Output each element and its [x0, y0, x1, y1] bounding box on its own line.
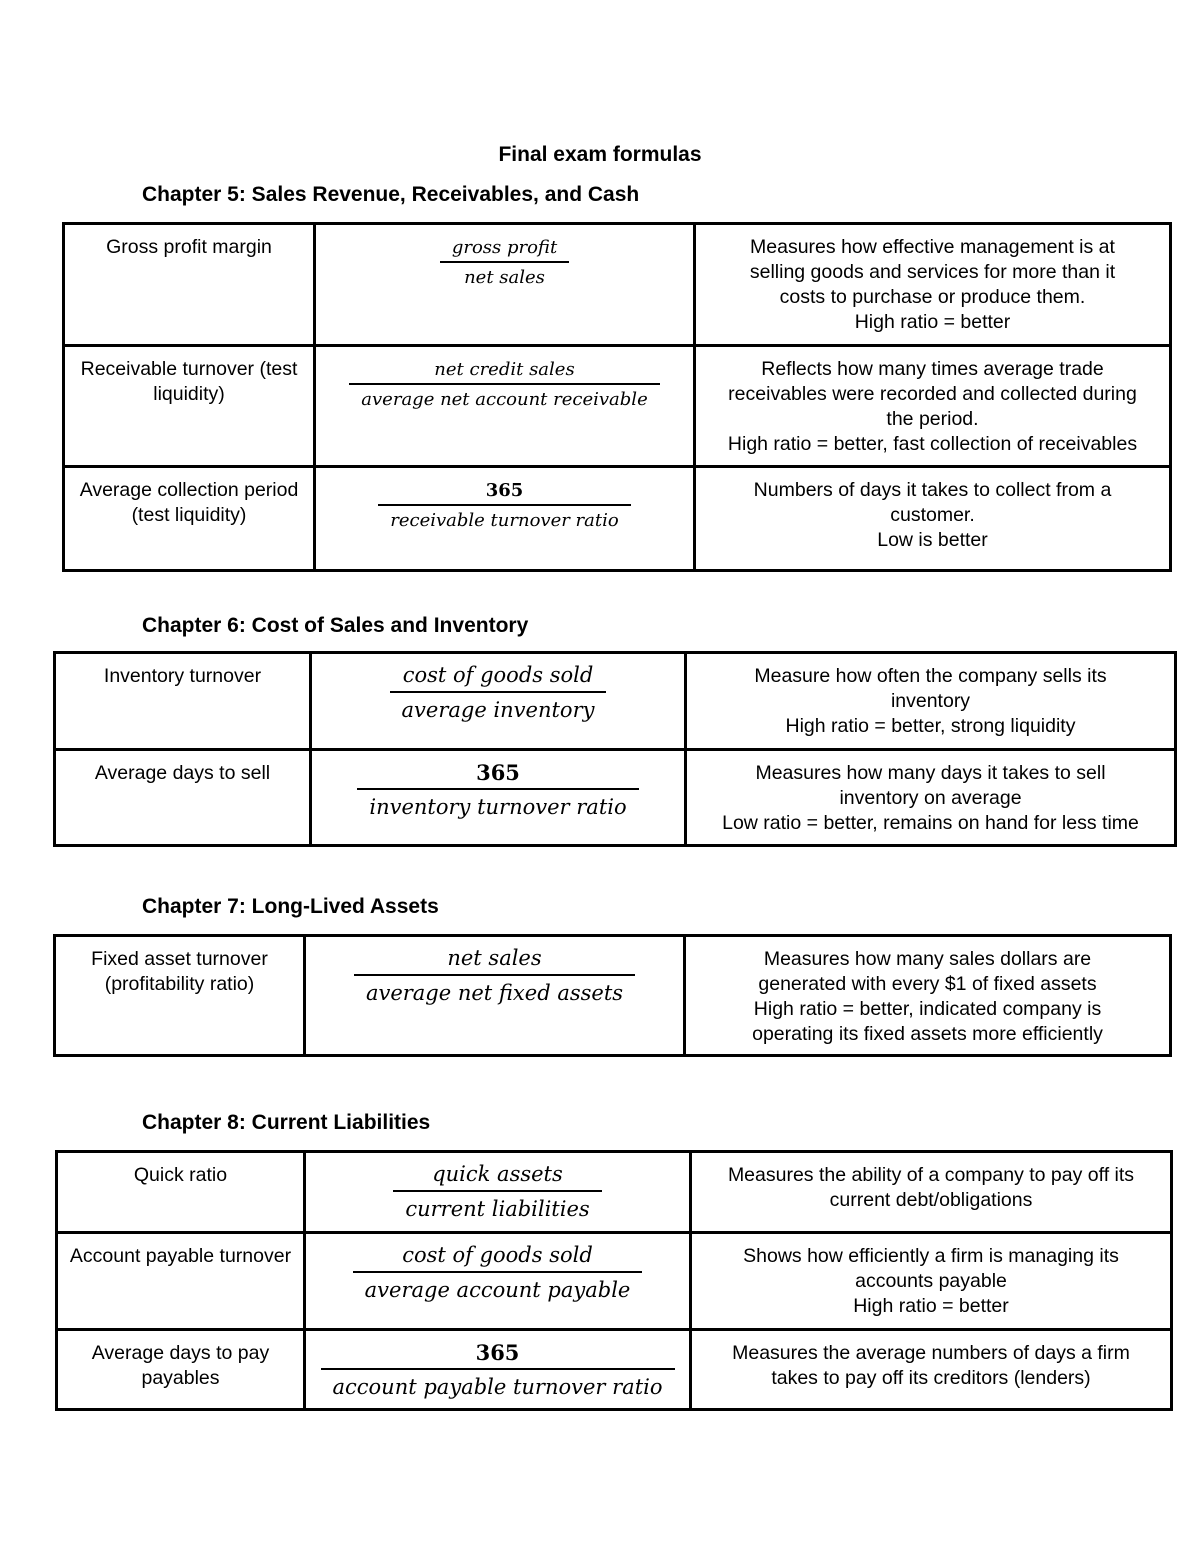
formula-name: Average days to sell [55, 750, 311, 846]
formula-cell [315, 224, 695, 346]
formula-name: Fixed asset turnover (profitability ratio) [55, 936, 305, 1056]
description-line: generated with every $1 of fixed assets [758, 973, 1097, 995]
formula-denominator: account payable turnover ratio [321, 1368, 675, 1401]
formula-name: Account payable turnover [57, 1233, 305, 1330]
formula-description [695, 467, 1171, 571]
formula-cell [305, 936, 685, 1056]
formula-denominator: average account payable [353, 1271, 643, 1304]
description-line: High ratio = better, indicated company is [753, 998, 1102, 1020]
table-row [57, 1152, 1172, 1233]
formula-name: Quick ratio [57, 1152, 305, 1233]
formula-numerator: 365 [485, 480, 524, 501]
formula-cell [305, 1152, 691, 1233]
description-line: inventory [890, 690, 971, 712]
formula-numerator: net credit sales [434, 359, 575, 380]
chapter-8-table [55, 1150, 1173, 1411]
formula-cell [311, 653, 686, 750]
description-line: High ratio = better [853, 1295, 1009, 1317]
chapter-6-heading: Chapter 6: Cost of Sales and Inventory [142, 614, 529, 637]
table-row [64, 346, 1171, 467]
description-line: receivables were recorded and collected during [728, 383, 1137, 405]
formula-fraction [378, 480, 630, 532]
formula-description [685, 936, 1171, 1056]
formula-description [691, 1233, 1172, 1330]
formula-numerator: 365 [475, 1340, 520, 1365]
formula-fraction [321, 1339, 675, 1401]
description-line: Reflects how many times average trade [761, 358, 1104, 380]
description-line: current debt/obligations [829, 1189, 1033, 1211]
formula-numerator: cost of goods sold [402, 663, 594, 687]
table-row [64, 467, 1171, 571]
description-line: Measures how effective management is at [750, 236, 1115, 258]
formula-name: Gross profit margin [64, 224, 315, 346]
formula-numerator: net sales [447, 946, 542, 970]
description-line: Measures the ability of a company to pay off its [727, 1164, 1135, 1186]
formula-denominator: receivable turnover ratio [378, 504, 630, 532]
description-line: Measure how often the company sells its [754, 665, 1107, 687]
formula-name: Inventory turnover [55, 653, 311, 750]
formula-description [691, 1330, 1172, 1410]
description-line: Measures the average numbers of days a firm [732, 1342, 1130, 1364]
formula-denominator: average inventory [390, 691, 607, 724]
formula-denominator: average net account receivable [349, 383, 659, 411]
description-line: High ratio = better [854, 311, 1011, 333]
formula-cell [315, 346, 695, 467]
formula-denominator: average net fixed assets [354, 974, 635, 1007]
description-line: operating its fixed assets more efficiently [752, 1023, 1103, 1045]
formula-numerator: quick assets [432, 1162, 563, 1186]
formula-cell [315, 467, 695, 571]
table-row [57, 1233, 1172, 1330]
description-line: Measures how many days it takes to sell [755, 762, 1106, 784]
description-line: accounts payable [855, 1270, 1007, 1292]
table-row [55, 750, 1176, 846]
formula-denominator: current liabilities [393, 1190, 601, 1223]
formula-fraction [353, 1242, 643, 1304]
description-line: High ratio = better, fast collection of receivables [727, 433, 1138, 455]
description-line: Measures how many sales dollars are [763, 948, 1092, 970]
formula-denominator: net sales [440, 261, 569, 289]
table-row [55, 936, 1171, 1056]
formula-fraction [393, 1161, 601, 1223]
description-line: Low ratio = better, remains on hand for less time [722, 812, 1139, 834]
formula-numerator: cost of goods sold [402, 1243, 593, 1267]
description-line: Shows how efficiently a firm is managing its [743, 1245, 1119, 1267]
chapter-5-table [62, 222, 1172, 572]
description-line: selling goods and services for more than it [749, 261, 1116, 283]
formula-fraction [440, 237, 569, 289]
description-line: inventory on average [839, 787, 1022, 809]
description-line: costs to purchase or produce them. [779, 286, 1086, 308]
description-line: takes to pay off its creditors (lenders) [771, 1367, 1091, 1389]
formula-description [695, 224, 1171, 346]
formula-description [686, 653, 1176, 750]
chapter-7-heading: Chapter 7: Long-Lived Assets [142, 895, 439, 918]
formula-numerator: 365 [476, 760, 520, 785]
formula-fraction [354, 945, 635, 1007]
table-row [57, 1330, 1172, 1410]
formula-fraction [349, 359, 659, 411]
description-line: High ratio = better, strong liquidity [785, 715, 1076, 737]
formula-numerator: gross profit [451, 237, 558, 258]
formula-description [695, 346, 1171, 467]
formula-description [686, 750, 1176, 846]
description-line: Low is better [877, 529, 988, 551]
table-row [55, 653, 1176, 750]
chapter-8-heading: Chapter 8: Current Liabilities [142, 1111, 431, 1134]
formula-description [691, 1152, 1172, 1233]
formula-cell [305, 1330, 691, 1410]
chapter-7-table [53, 934, 1172, 1057]
formula-name: Receivable turnover (test liquidity) [64, 346, 315, 467]
formula-name: Average days to pay payables [57, 1330, 305, 1410]
formula-cell [305, 1233, 691, 1330]
formula-cell [311, 750, 686, 846]
formula-name: Average collection period (test liquidity) [64, 467, 315, 571]
table-row [64, 224, 1171, 346]
description-line: the period. [886, 408, 979, 430]
description-line: customer. [890, 504, 975, 526]
formula-fraction [390, 662, 607, 724]
chapter-5-heading: Chapter 5: Sales Revenue, Receivables, and Cash [142, 183, 640, 206]
description-line: Numbers of days it takes to collect from a [753, 479, 1112, 501]
formula-denominator: inventory turnover ratio [357, 788, 638, 821]
page-title: Final exam formulas [498, 143, 702, 166]
formula-fraction [357, 759, 638, 821]
chapter-6-table [53, 651, 1177, 847]
